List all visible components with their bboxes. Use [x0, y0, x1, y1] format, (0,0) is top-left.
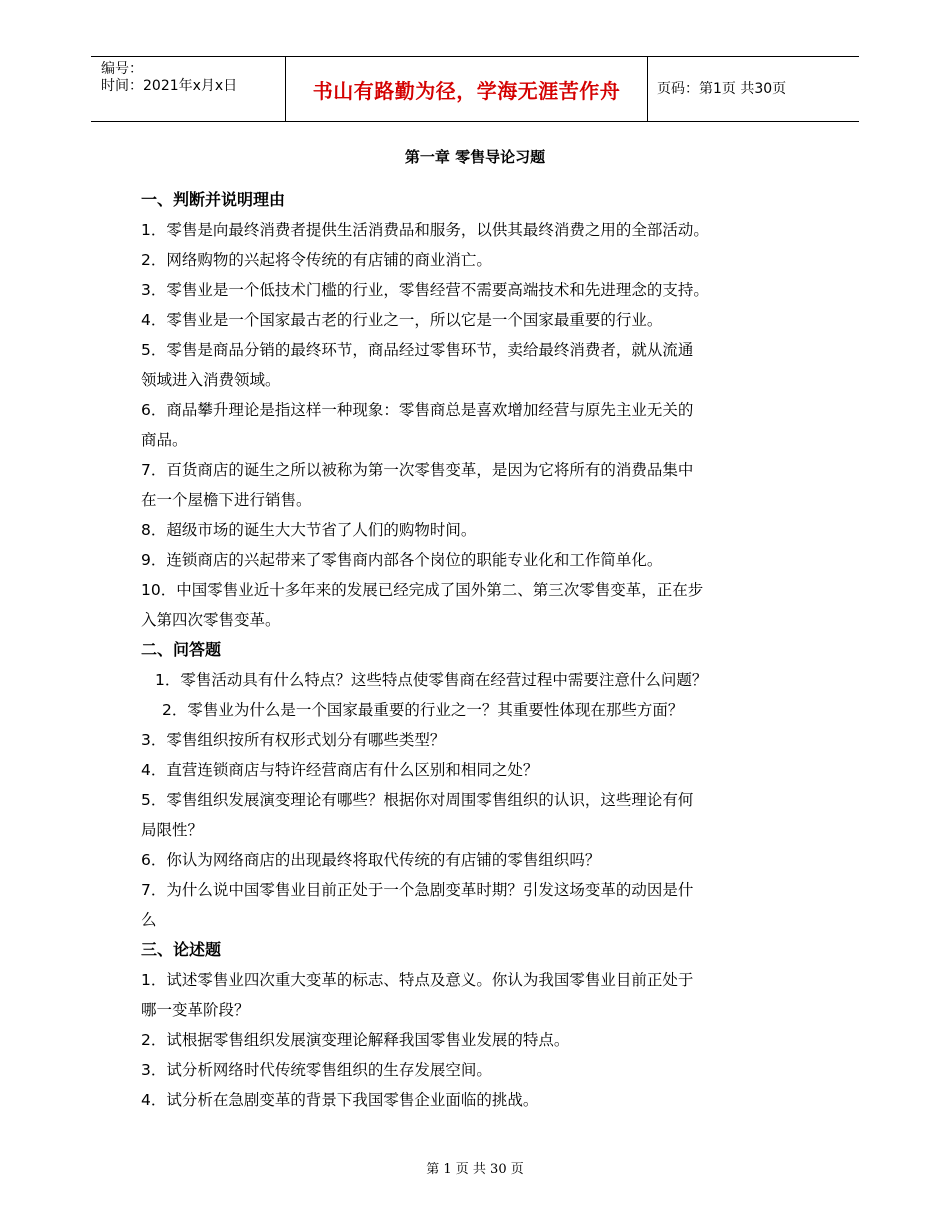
item-number: 8．: [141, 521, 167, 539]
exercise-line: [141, 245, 831, 275]
item-number: 10．: [141, 581, 177, 599]
item-text: 局限性？: [141, 821, 204, 839]
item-number: 4．: [141, 1091, 167, 1109]
chapter-title: 第一章 零售导论习题: [404, 148, 546, 166]
motto-text: 书山有路勤为径，学海无涯苦作舟: [312, 78, 621, 103]
exercise-line: [141, 545, 831, 575]
item-number: 3．: [141, 1061, 167, 1079]
item-text: 超级市场的诞生大大节省了人们的购物时间。: [166, 521, 477, 539]
exercise-line: [141, 1025, 831, 1055]
item-text: 直营连锁商店与特许经营商店有什么区别和相同之处？: [166, 761, 539, 779]
exercise-line: [141, 905, 831, 935]
exercise-line: [141, 275, 831, 305]
item-number: 2．: [141, 251, 167, 269]
item-number: 6．: [141, 851, 167, 869]
exercise-line: [141, 335, 831, 365]
exercise-line: [141, 995, 831, 1025]
exercise-line: [141, 785, 831, 815]
exercise-line: [141, 1085, 831, 1115]
section-heading: 二、问答题: [141, 640, 222, 659]
header-motto-cell: [285, 57, 648, 121]
exercise-line: [141, 365, 831, 395]
exercise-line: [141, 965, 831, 995]
item-text: 商品攀升理论是指这样一种现象：零售商总是喜欢增加经营与原先主业无关的: [166, 401, 694, 419]
item-text: 你认为网络商店的出现最终将取代传统的有店铺的零售组织吗？: [166, 851, 601, 869]
page-info-label: 页码：第1页 共30页: [657, 81, 787, 97]
item-number: 1．: [155, 671, 181, 689]
item-text: 试述零售业四次重大变革的标志、特点及意义。你认为我国零售业目前正处于: [166, 971, 694, 989]
item-text: 零售业是一个国家最古老的行业之一，所以它是一个国家最重要的行业。: [166, 311, 663, 329]
item-text: 网络购物的兴起将令传统的有店铺的商业消亡。: [166, 251, 492, 269]
item-number: 2．: [162, 701, 188, 719]
exercise-line: [141, 305, 831, 335]
item-number: 5．: [141, 791, 167, 809]
item-number: 1．: [141, 221, 167, 239]
item-text: 为什么说中国零售业目前正处于一个急剧变革时期？引发这场变革的动因是什: [166, 881, 694, 899]
item-number: 1．: [141, 971, 167, 989]
exercise-line: [141, 665, 831, 695]
section-heading: 三、论述题: [141, 940, 222, 959]
page-footer: 第 1 页 共 30 页: [426, 1162, 524, 1177]
item-number: 2．: [141, 1031, 167, 1049]
item-text: 领域进入消费领域。: [141, 371, 281, 389]
item-text: 零售是商品分销的最终环节，商品经过零售环节，卖给最终消费者，就从流通: [166, 341, 694, 359]
item-number: 3．: [141, 281, 167, 299]
exercise-line: [141, 575, 831, 605]
exercise-line: [141, 215, 831, 245]
item-number: 6．: [141, 401, 167, 419]
item-number: 4．: [141, 761, 167, 779]
exercise-line: [141, 845, 831, 875]
item-text: 零售组织按所有权形式划分有哪些类型？: [166, 731, 446, 749]
document-header: [91, 56, 859, 122]
document-time-label: 时间：2021年x月x日: [101, 78, 238, 94]
item-text: 在一个屋檐下进行销售。: [141, 491, 312, 509]
item-text: 零售业是一个低技术门槛的行业，零售经营不需要高端技术和先进理念的支持。: [166, 281, 709, 299]
item-text: 百货商店的诞生之所以被称为第一次零售变革，是因为它将所有的消费品集中: [166, 461, 694, 479]
exercise-line: [141, 485, 831, 515]
header-right-cell: [648, 57, 859, 121]
exercise-line: [141, 695, 831, 725]
item-text: 么: [141, 911, 157, 929]
exercise-line: [141, 395, 831, 425]
exercise-line: [141, 875, 831, 905]
exercise-line: [141, 425, 831, 455]
item-text: 商品。: [141, 431, 188, 449]
header-left-cell: [91, 57, 285, 121]
item-number: 4．: [141, 311, 167, 329]
item-text: 零售活动具有什么特点？这些特点使零售商在经营过程中需要注意什么问题？: [180, 671, 708, 689]
exercise-line: [141, 755, 831, 785]
item-number: 3．: [141, 731, 167, 749]
exercise-content: [141, 185, 831, 1115]
item-text: 入第四次零售变革。: [141, 611, 281, 629]
item-number: 5．: [141, 341, 167, 359]
exercise-line: [141, 455, 831, 485]
item-text: 零售组织发展演变理论有哪些？根据你对周围零售组织的认识，这些理论有何: [166, 791, 694, 809]
item-text: 试分析网络时代传统零售组织的生存发展空间。: [166, 1061, 492, 1079]
item-text: 试根据零售组织发展演变理论解释我国零售业发展的特点。: [166, 1031, 570, 1049]
item-number: 9．: [141, 551, 167, 569]
item-text: 试分析在急剧变革的背景下我国零售企业面临的挑战。: [166, 1091, 539, 1109]
exercise-line: [141, 605, 831, 635]
document-number-label: 编号：: [101, 61, 143, 77]
item-text: 连锁商店的兴起带来了零售商内部各个岗位的职能专业化和工作简单化。: [166, 551, 663, 569]
section-heading: 一、判断并说明理由: [141, 190, 286, 209]
item-text: 哪一变革阶段？: [141, 1001, 250, 1019]
item-number: 7．: [141, 461, 167, 479]
exercise-line: [141, 515, 831, 545]
item-text: 零售业为什么是一个国家最重要的行业之一？其重要性体现在那些方面？: [187, 701, 684, 719]
exercise-line: [141, 725, 831, 755]
item-text: 零售是向最终消费者提供生活消费品和服务，以供其最终消费之用的全部活动。: [166, 221, 709, 239]
exercise-line: [141, 1055, 831, 1085]
exercise-line: [141, 815, 831, 845]
item-text: 中国零售业近十多年来的发展已经完成了国外第二、第三次零售变革，正在步: [176, 581, 704, 599]
item-number: 7．: [141, 881, 167, 899]
